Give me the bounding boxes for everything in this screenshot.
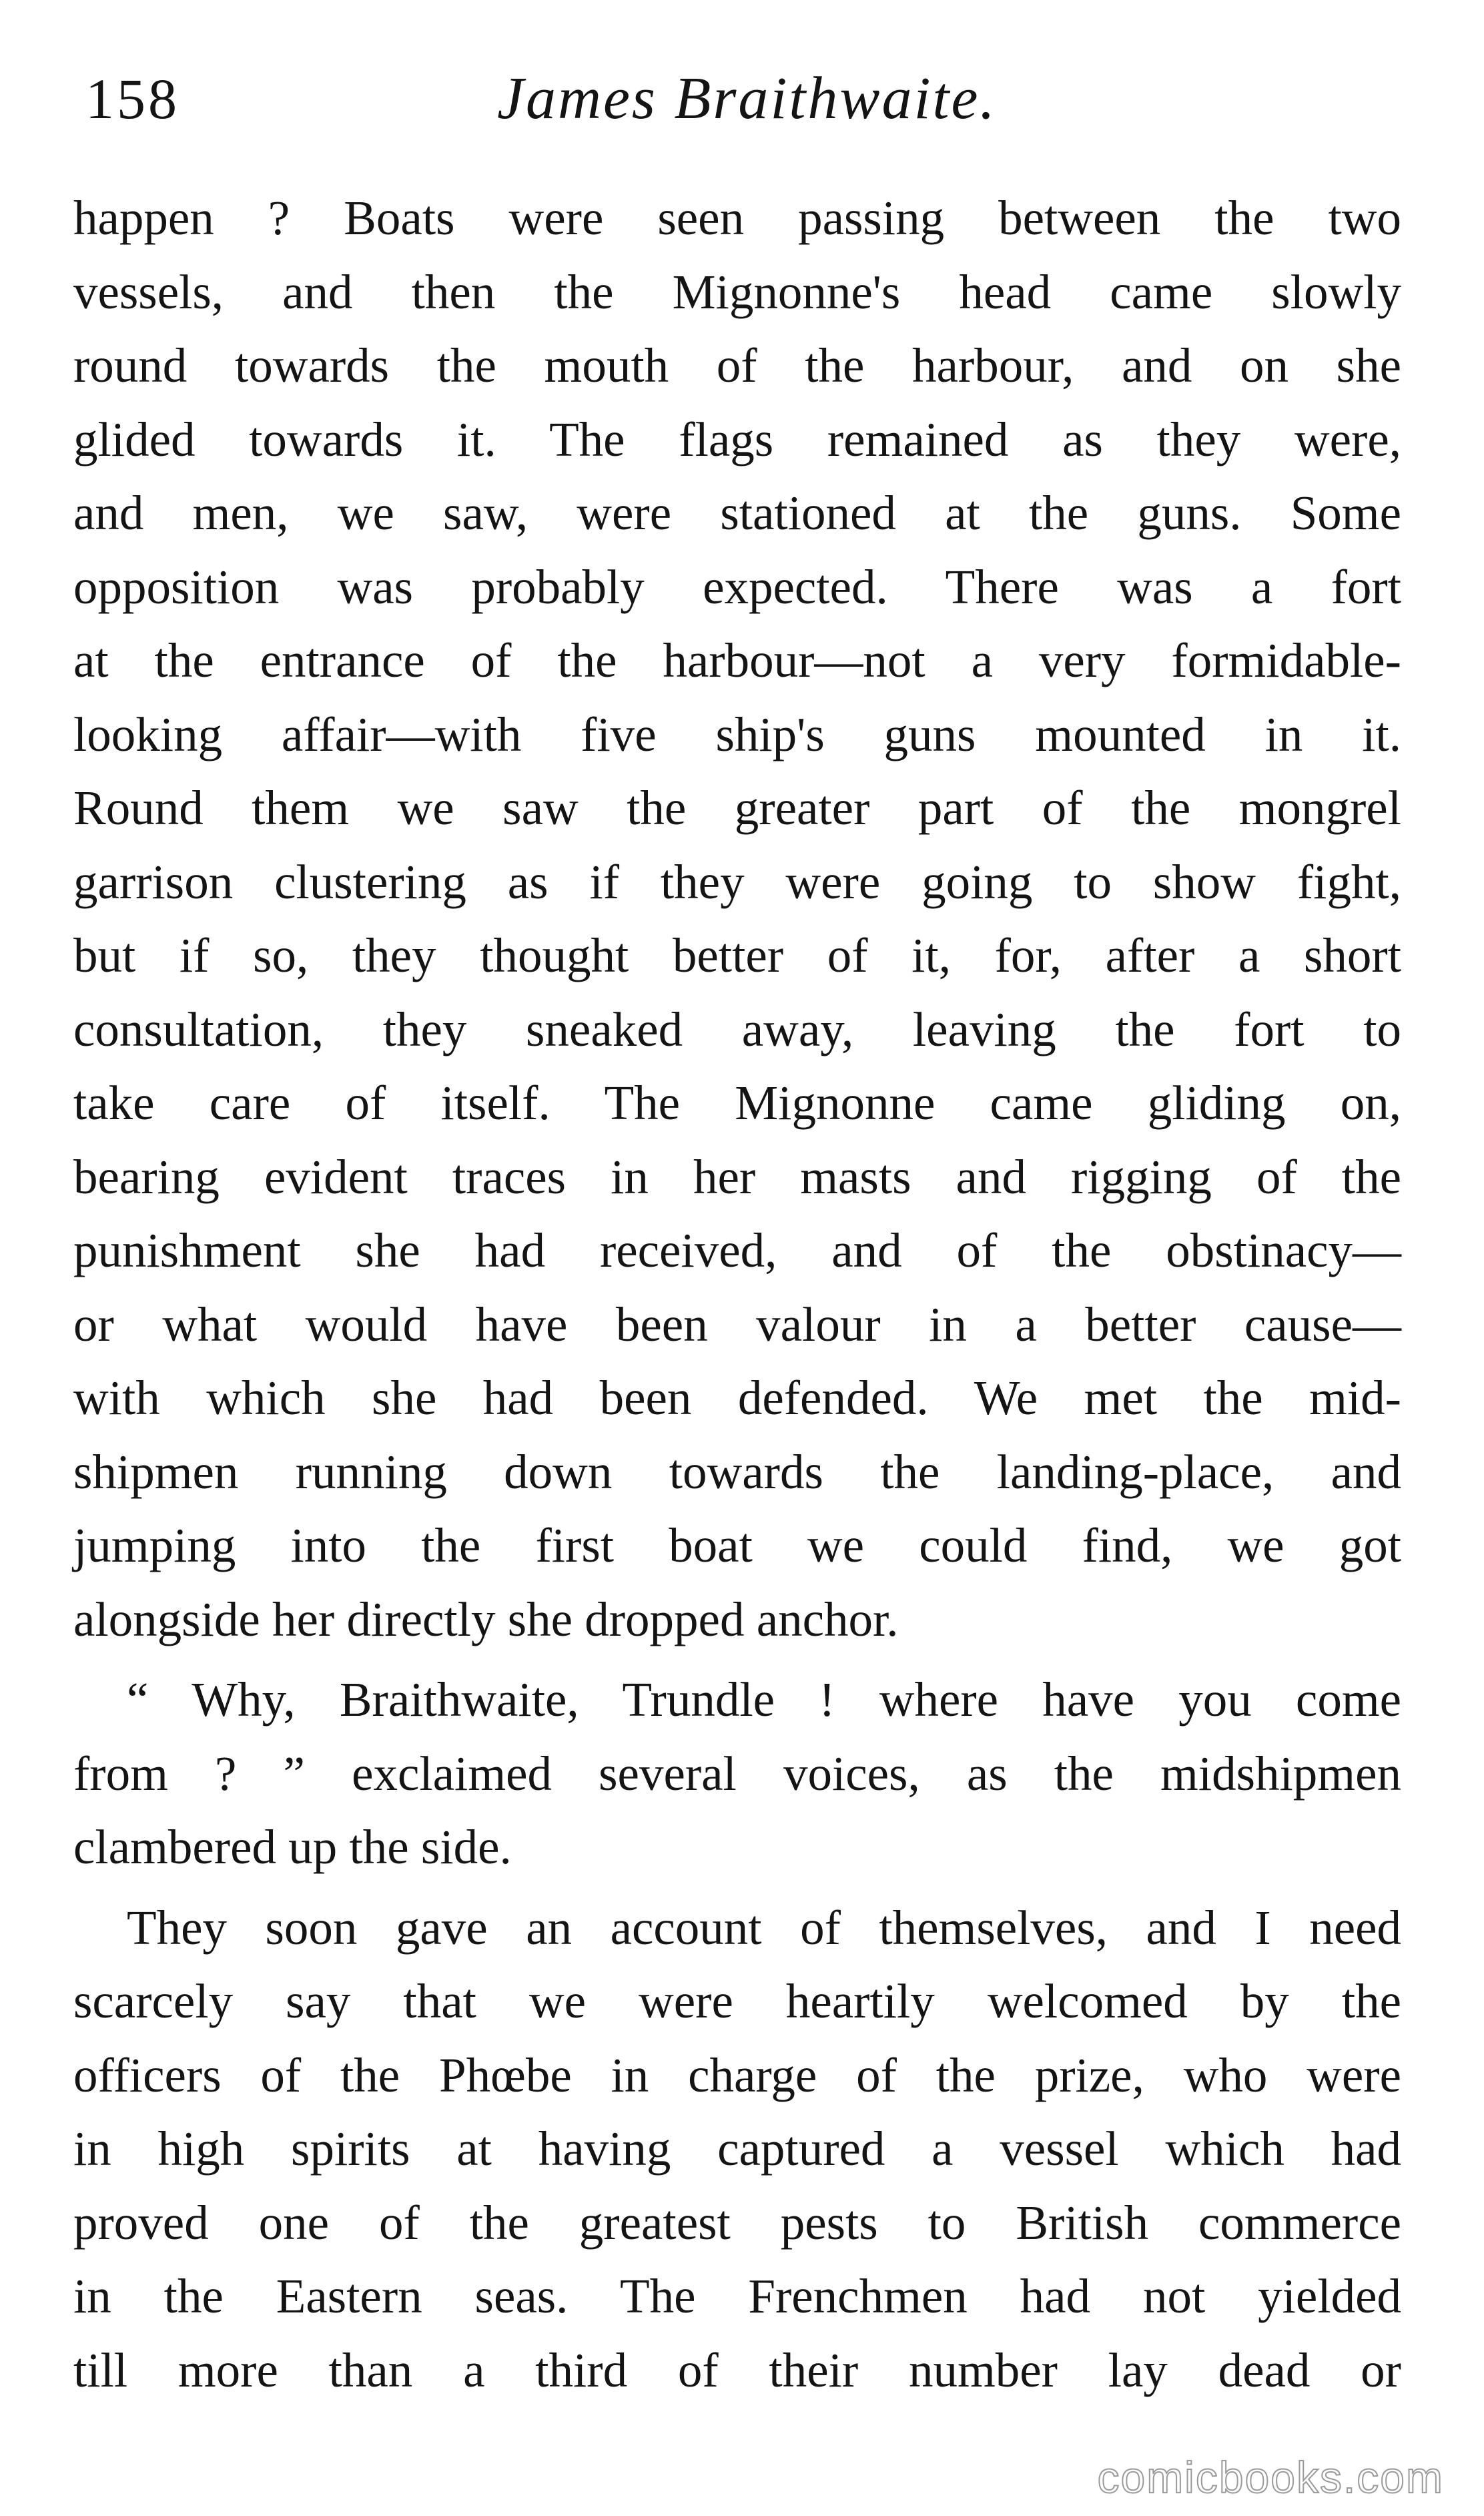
text-line: round towards the mouth of the harbour, and on she [73,338,1401,392]
text-line: happen ? Boats were seen passing between the two [73,191,1401,245]
paragraph-gap [73,1885,1401,1891]
text-line: but if so, they thought better of it, for, after a short [73,928,1401,982]
text-line: alongside her directly she dropped anchor. [73,1592,899,1646]
text-line: proved one of the greatest pests to British commerce [73,2195,1401,2250]
page-header [0,59,1484,139]
body-text [73,182,1401,2407]
text-line: officers of the Phœbe in charge of the prize, who were [73,2048,1401,2102]
text-line: till more than a third of their number lay dead or [73,2342,1401,2397]
text-line: garrison clustering as if they were going to show fight, [73,854,1401,909]
text-line: at the entrance of the harbour—not a very formidable- [73,633,1401,687]
text-line: looking affair—with five ship's guns mounted in it. [73,707,1401,761]
text-line: vessels, and then the Mignonne's head came slowly [73,264,1401,319]
text-line: with which she had been defended. We met the mid- [73,1371,1401,1425]
text-line: take care of itself. The Mignonne came gliding on, [73,1076,1401,1130]
watermark: comicbooks.com [1097,2453,1444,2502]
text-line: from ? ” exclaimed several voices, as the midshipmen [73,1746,1401,1801]
text-line: They soon gave an account of themselves, and I need [127,1900,1401,1955]
text-line: glided towards it. The flags remained as they were, [73,412,1401,466]
text-line: jumping into the first boat we could find, we got [73,1518,1401,1572]
text-line: and men, we saw, were stationed at the guns. Some [73,486,1401,540]
text-line: consultation, they sneaked away, leaving the fort to [73,1002,1401,1056]
text-line: in the Eastern seas. The Frenchmen had not yielded [73,2269,1401,2323]
paragraph-gap [73,1656,1401,1663]
text-line: shipmen running down towards the landing-place, and [73,1444,1401,1499]
text-line: in high spirits at having captured a vessel which had [73,2122,1401,2176]
text-line: clambered up the side. [73,1820,512,1874]
text-line: scarcely say that we were heartily welcomed by the [73,1974,1401,2028]
text-line: punishment she had received, and of the obstinacy— [73,1223,1401,1277]
text-line: bearing evident traces in her masts and rigging of the [73,1149,1401,1204]
text-line: “ Why, Braithwaite, Trundle ! where have you come [127,1672,1401,1726]
text-line: or what would have been valour in a better cause— [73,1297,1401,1351]
running-head: James Braithwaite. [497,65,997,131]
text-line: opposition was probably expected. There was a fort [73,559,1401,614]
text-line: Round them we saw the greater part of the mongrel [73,781,1401,835]
page-number: 158 [85,67,179,131]
